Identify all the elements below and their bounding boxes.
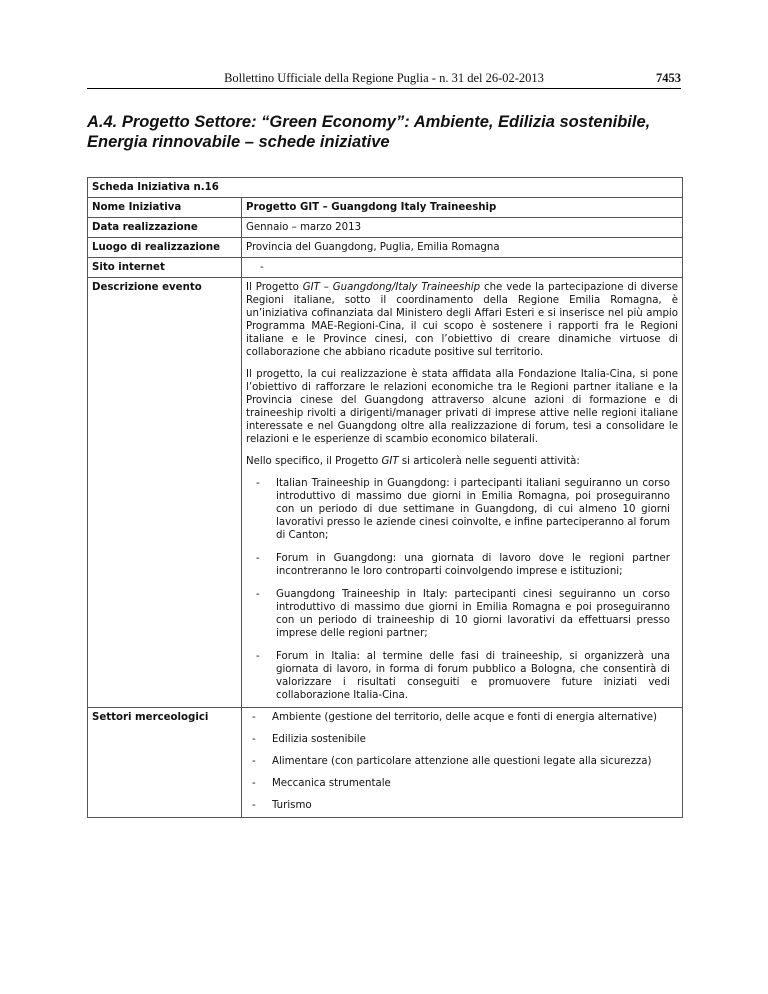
label-descrizione: Descrizione evento (88, 278, 242, 708)
value-settori (242, 708, 683, 818)
header-rule (87, 88, 681, 89)
sheet-heading: Scheda Iniziativa n.16 (88, 178, 683, 198)
value-luogo: Provincia del Guangdong, Puglia, Emilia Romagna (242, 238, 683, 258)
label-settori: Settori merceologici (88, 708, 242, 818)
list-item (246, 777, 678, 790)
list-item (246, 477, 678, 542)
sector-text: Edilizia sostenibile (272, 734, 366, 745)
bullet-glyph: - (252, 756, 256, 767)
row-descrizione (88, 278, 683, 708)
p3-text-b: si articolerà nelle seguenti attività: (398, 456, 580, 467)
page-header (87, 71, 681, 89)
row-settori (88, 708, 683, 818)
p1-project-name: GIT – Guangdong/Italy Traineeship (302, 282, 481, 293)
row-luogo (88, 238, 683, 258)
bullet-glyph: - (256, 589, 260, 600)
p3-project-acronym: GIT (381, 456, 399, 467)
activity-text: Guangdong Traineeship in Italy: partecipanti cinesi seguiranno un corso introduttivo di massimo due giorni in Emilia Romagna e poi proseguiranno con un periodo di traineeship di 10 giorni lavorativi da effettuarsi presso imprese delle regioni partner; (276, 589, 670, 639)
bullet-glyph: - (252, 778, 256, 789)
value-sito-text: - (260, 262, 264, 273)
sector-text: Turismo (272, 800, 312, 811)
bullet-glyph: - (256, 478, 260, 489)
value-data: Gennaio – marzo 2013 (242, 218, 683, 238)
row-sito (88, 258, 683, 278)
activity-text: Italian Traineeship in Guangdong: i partecipanti italiani seguiranno un corso introduttivo di massimo due giorni in Emilia Romagna, poi proseguiranno con un periodo di due settimane in Guangdong, di cui almeno 10 giorni lavorativi presso le aziende cinesi coinvolte, e infine parteciperanno al forum di Canton; (276, 478, 670, 541)
description-paragraph-2: Il progetto, la cui realizzazione è stata affidata alla Fondazione Italia-Cina, si pone l’obiettivo di rafforzare le relazioni economiche tra le Regioni partner italiane e la Provincia cinese del Guangdong attraverso alcune azioni di formazione e di traineeship rivolti a dirigenti/manager privati di imprese attive nelle regioni italiane interessate e nel Guangdong oltre alla realizzazione di forum, tesi a consolidare le relazioni e le esperienze di scambio economico bilaterali. (246, 369, 678, 445)
sector-text: Meccanica strumentale (272, 778, 391, 789)
list-item (246, 755, 678, 768)
sector-text: Ambiente (gestione del territorio, delle acque e fonti di energia alternative) (272, 712, 657, 723)
list-item (246, 799, 678, 812)
label-luogo: Luogo di realizzazione (88, 238, 242, 258)
label-data: Data realizzazione (88, 218, 242, 238)
label-sito: Sito internet (88, 258, 242, 278)
sheet-heading-row (88, 178, 683, 198)
bullet-glyph: - (252, 712, 256, 723)
p1-text-b: che vede la partecipazione di diverse Regioni italiane, sotto il coordinamento della Regione Emilia Romagna, è un’iniziativa cofinanziata dal Ministero degli Affari Esteri e si inserisce nel più ampio Programma MAE-Regioni-Cina, il cui scopo è sostenere i rapporti fra le Regioni italiane e le Province cinesi, con l’obiettivo di creare dinamiche virtuose di collaborazione che abbiano ricadute positive sul territorio. (246, 282, 678, 358)
publication-title: Bollettino Ufficiale della Regione Puglia - n. 31 del 26-02-2013 (224, 71, 544, 85)
list-item (246, 588, 678, 640)
description-paragraph-3 (246, 455, 678, 468)
bullet-glyph: - (252, 734, 256, 745)
value-descrizione (242, 278, 683, 708)
label-nome: Nome Iniziativa (88, 198, 242, 218)
row-nome (88, 198, 683, 218)
activities-list (246, 477, 678, 702)
section-title: A.4. Progetto Settore: “Green Economy”: Ambiente, Edilizia sostenibile, Energia rinnovabile – schede iniziative (87, 113, 651, 151)
activity-text: Forum in Italia: al termine delle fasi di traineeship, si organizzerà una giornata di lavoro, in forma di forum pubblico a Bologna, che consentirà di valorizzare i risultati conseguiti e promuovere future iniziati vedi collaborazione Italia-Cina. (276, 651, 670, 701)
activity-text: Forum in Guangdong: una giornata di lavoro dove le regioni partner incontreranno le loro controparti coinvolgendo imprese e istituzioni; (276, 553, 670, 577)
initiative-sheet (87, 177, 683, 818)
list-item (246, 650, 678, 702)
description-paragraph-1 (246, 281, 678, 359)
row-data (88, 218, 683, 238)
list-item (246, 552, 678, 578)
bullet-glyph: - (256, 553, 260, 564)
list-item (246, 733, 678, 746)
p3-text-a: Nello specifico, il Progetto (246, 456, 382, 467)
p1-text-a: Il Progetto (246, 282, 303, 293)
bullet-glyph: - (252, 800, 256, 811)
bullet-glyph: - (256, 651, 260, 662)
page-number: 7453 (656, 71, 681, 85)
value-nome: Progetto GIT – Guangdong Italy Traineeship (242, 198, 683, 218)
list-item (246, 711, 678, 724)
sector-text: Alimentare (con particolare attenzione alle questioni legate alla sicurezza) (272, 756, 652, 767)
value-sito (242, 258, 683, 278)
